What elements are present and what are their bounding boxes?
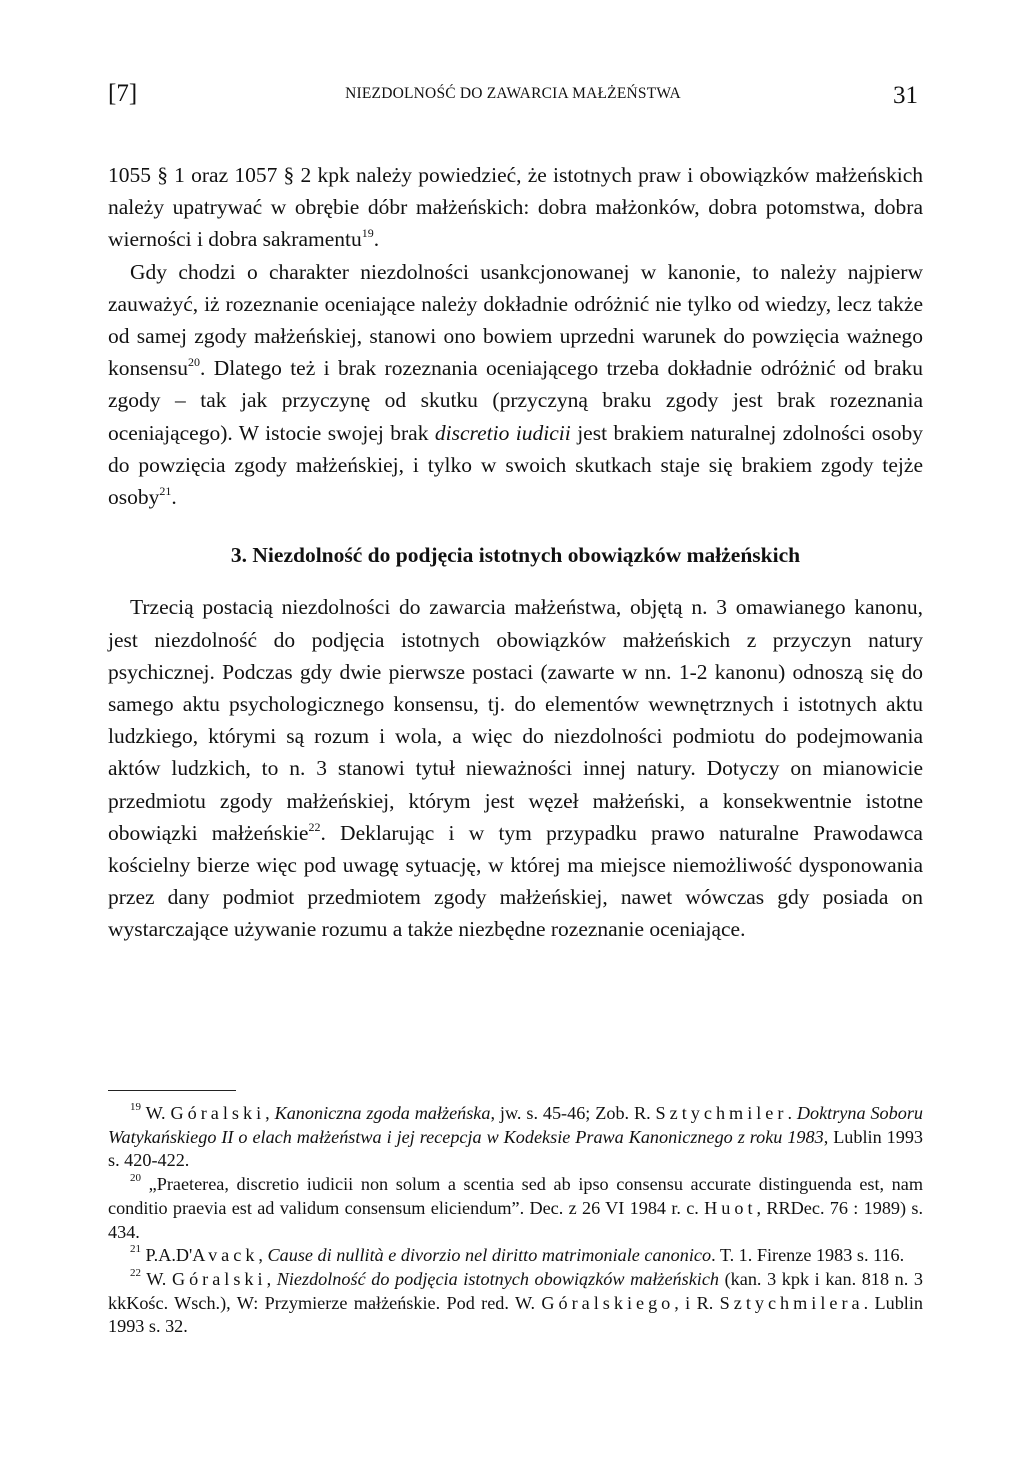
footnote-text: . Lublin 1993 s. 32. — [108, 1292, 924, 1337]
footnote-text: , — [265, 1103, 275, 1123]
footnote-text: „Praeterea, discretio iudicii non solum a scentia sed ab ipso consensu accurate distinguenda est, nam conditio praevia est ad validum consensum eliciendum”. Dec. z 26 VI 1984 r. c. — [108, 1174, 923, 1218]
footnote-22 — [108, 1268, 923, 1339]
footnote-ref: 20 — [188, 355, 201, 370]
paragraph-text: jest brakiem naturalnej zdolności osoby do powzięcia zgody małżeńskiej, i tylko w swoich skutkach staje się brakiem zgody tejże osoby — [108, 420, 923, 510]
latin-term: discretio iudicii — [434, 420, 571, 445]
footnote-text: P.A.D' — [145, 1245, 193, 1266]
author-name: Sztychmilera — [719, 1292, 864, 1313]
footnote-text: , jw. s. 45-46; Zob. R. — [490, 1103, 656, 1123]
author-name: Góralskiego — [541, 1292, 675, 1313]
footnote-ref: 22 — [308, 819, 321, 834]
paragraph-text: Gdy chodzi o charakter niezdolności usankcjonowanej w kanonie, to należy najpierw zauważyć, iż rozeznanie oceniające należy dokładnie odróżnić nie tylko od wiedzy, lecz także od samej zgody małżeńskiej, stanowi ono bowiem uprzedni warunek do powzięcia ważnego konsensu — [108, 259, 923, 381]
main-text — [108, 159, 923, 946]
footnotes — [108, 1102, 923, 1339]
paragraph-text: . Dlatego też i brak rozeznania oceniającego trzeba dokładnie odróżnić od braku zgody – tak jak przyczynę od skutku (przyczyną braku zgody jest brak rozeznania oceniającego). W istocie swojej brak — [108, 356, 923, 445]
footnote-text: . T. 1. Firenze 1983 s. 116. — [711, 1245, 905, 1266]
paragraph-2 — [108, 256, 923, 514]
running-title: NIEZDOLNOŚĆ DO ZAWARCIA MAŁŻEŃSTWA — [345, 85, 681, 102]
page-number: 31 — [893, 82, 918, 109]
footnote-text: , Lublin 1993 s. 420-422. — [108, 1126, 924, 1171]
footnote-text: , RRDec. 76 : 1989) s. 434. — [108, 1197, 924, 1242]
footnote-number: 19 — [130, 1100, 141, 1113]
paragraph-3 — [108, 591, 923, 945]
footnote-text: W. — [146, 1268, 172, 1289]
author-name: Huot — [704, 1197, 757, 1218]
footnote-text: , — [258, 1245, 268, 1266]
footnote-number: 21 — [130, 1243, 141, 1256]
author-name: Góralski — [171, 1268, 267, 1289]
footnote-text: , i R. — [674, 1292, 720, 1313]
work-title: Cause di nullità e divorzio nel diritto matrimoniale canonico — [267, 1245, 712, 1266]
footnote-ref: 21 — [159, 483, 172, 498]
footnote-ref: 19 — [361, 226, 374, 241]
paragraph-text: . — [373, 227, 380, 252]
footnote-text: . — [787, 1103, 797, 1123]
paragraph-text: . Deklarując i w tym przypadku prawo naturalne Prawodawca kościelny bierze więc pod uwagę sytuację, w której ma miejsce niemożliwość dysponowania przez dany podmiot przedmiotem zgody małżeńskiej, nawet wówczas gdy posiada on wystarczające używanie rozumu a także niezbędne rozeznanie oceniające. — [108, 820, 923, 942]
footnote-21 — [108, 1244, 923, 1268]
section-number: [7] — [108, 80, 138, 107]
work-title: Niezdolność do podjęcia istotnych obowiązków małżeńskich — [276, 1268, 719, 1289]
paragraph-text: . — [171, 485, 177, 510]
author-name: Góralski — [170, 1103, 266, 1123]
footnote-number: 22 — [130, 1266, 141, 1279]
footnote-number: 20 — [130, 1172, 141, 1185]
paragraph-text: 1055 § 1 oraz 1057 § 2 kpk należy powiedzieć, że istotnych praw i obowiązków małżeńskich należy upatrywać w obrębie dóbr małżeńskich: dobra małżonków, dobra potomstwa, dobra wierności i dobra sakramentu — [108, 163, 923, 252]
paragraph-1 — [108, 159, 923, 256]
paragraph-text: Trzecią postacią niezdolności do zawarcia małżeństwa, objętą n. 3 omawianego kanonu, jest niezdolność do podjęcia istotnych obowiązków małżeńskich z przyczyn natury psychicznej. Podczas gdy dwie pierwsze postaci (zawarte w nn. 1-2 kanonu) odnoszą się do samego aktu psychologicznego konsensu, tj. do elementów wewnętrznych i istotnych aktu ludzkiego, którymi są rozum i wola, a więc do niezdolności podmiotu do podejmowania aktów ludzkich, to n. 3 stanowi tytuł nieważności innej natury. Dotyczy on mianowicie przedmiotu zgody małżeńskiej, którym jest węzeł małżeński, a konsekwentnie istotne obowiązki małżeńskie — [108, 595, 923, 845]
footnote-text: (kan. 3 kpk i kan. 818 n. 3 kkKośc. Wsch.), W: Przymierze małżeńskie. Pod red. W. — [108, 1268, 923, 1313]
footnote-text: , — [266, 1268, 277, 1289]
author-name: Sztychmiler — [655, 1103, 788, 1123]
author-name: Avack — [192, 1245, 259, 1266]
section-heading: 3. Niezdolność do podjęcia istotnych obowiązków małżeńskich — [230, 543, 801, 568]
footnote-20 — [108, 1173, 923, 1244]
work-title: Kanoniczna zgoda małżeńska — [274, 1103, 491, 1123]
footnote-divider — [108, 1090, 236, 1091]
running-header — [108, 80, 918, 114]
footnote-19 — [108, 1102, 923, 1173]
footnote-text: W. — [145, 1103, 171, 1123]
work-title: Doktryna Soboru Watykańskiego II o elach małżeństwa i jej recepcja w Kodeksie Prawa Kanonicznego z roku 1983 — [108, 1103, 924, 1147]
